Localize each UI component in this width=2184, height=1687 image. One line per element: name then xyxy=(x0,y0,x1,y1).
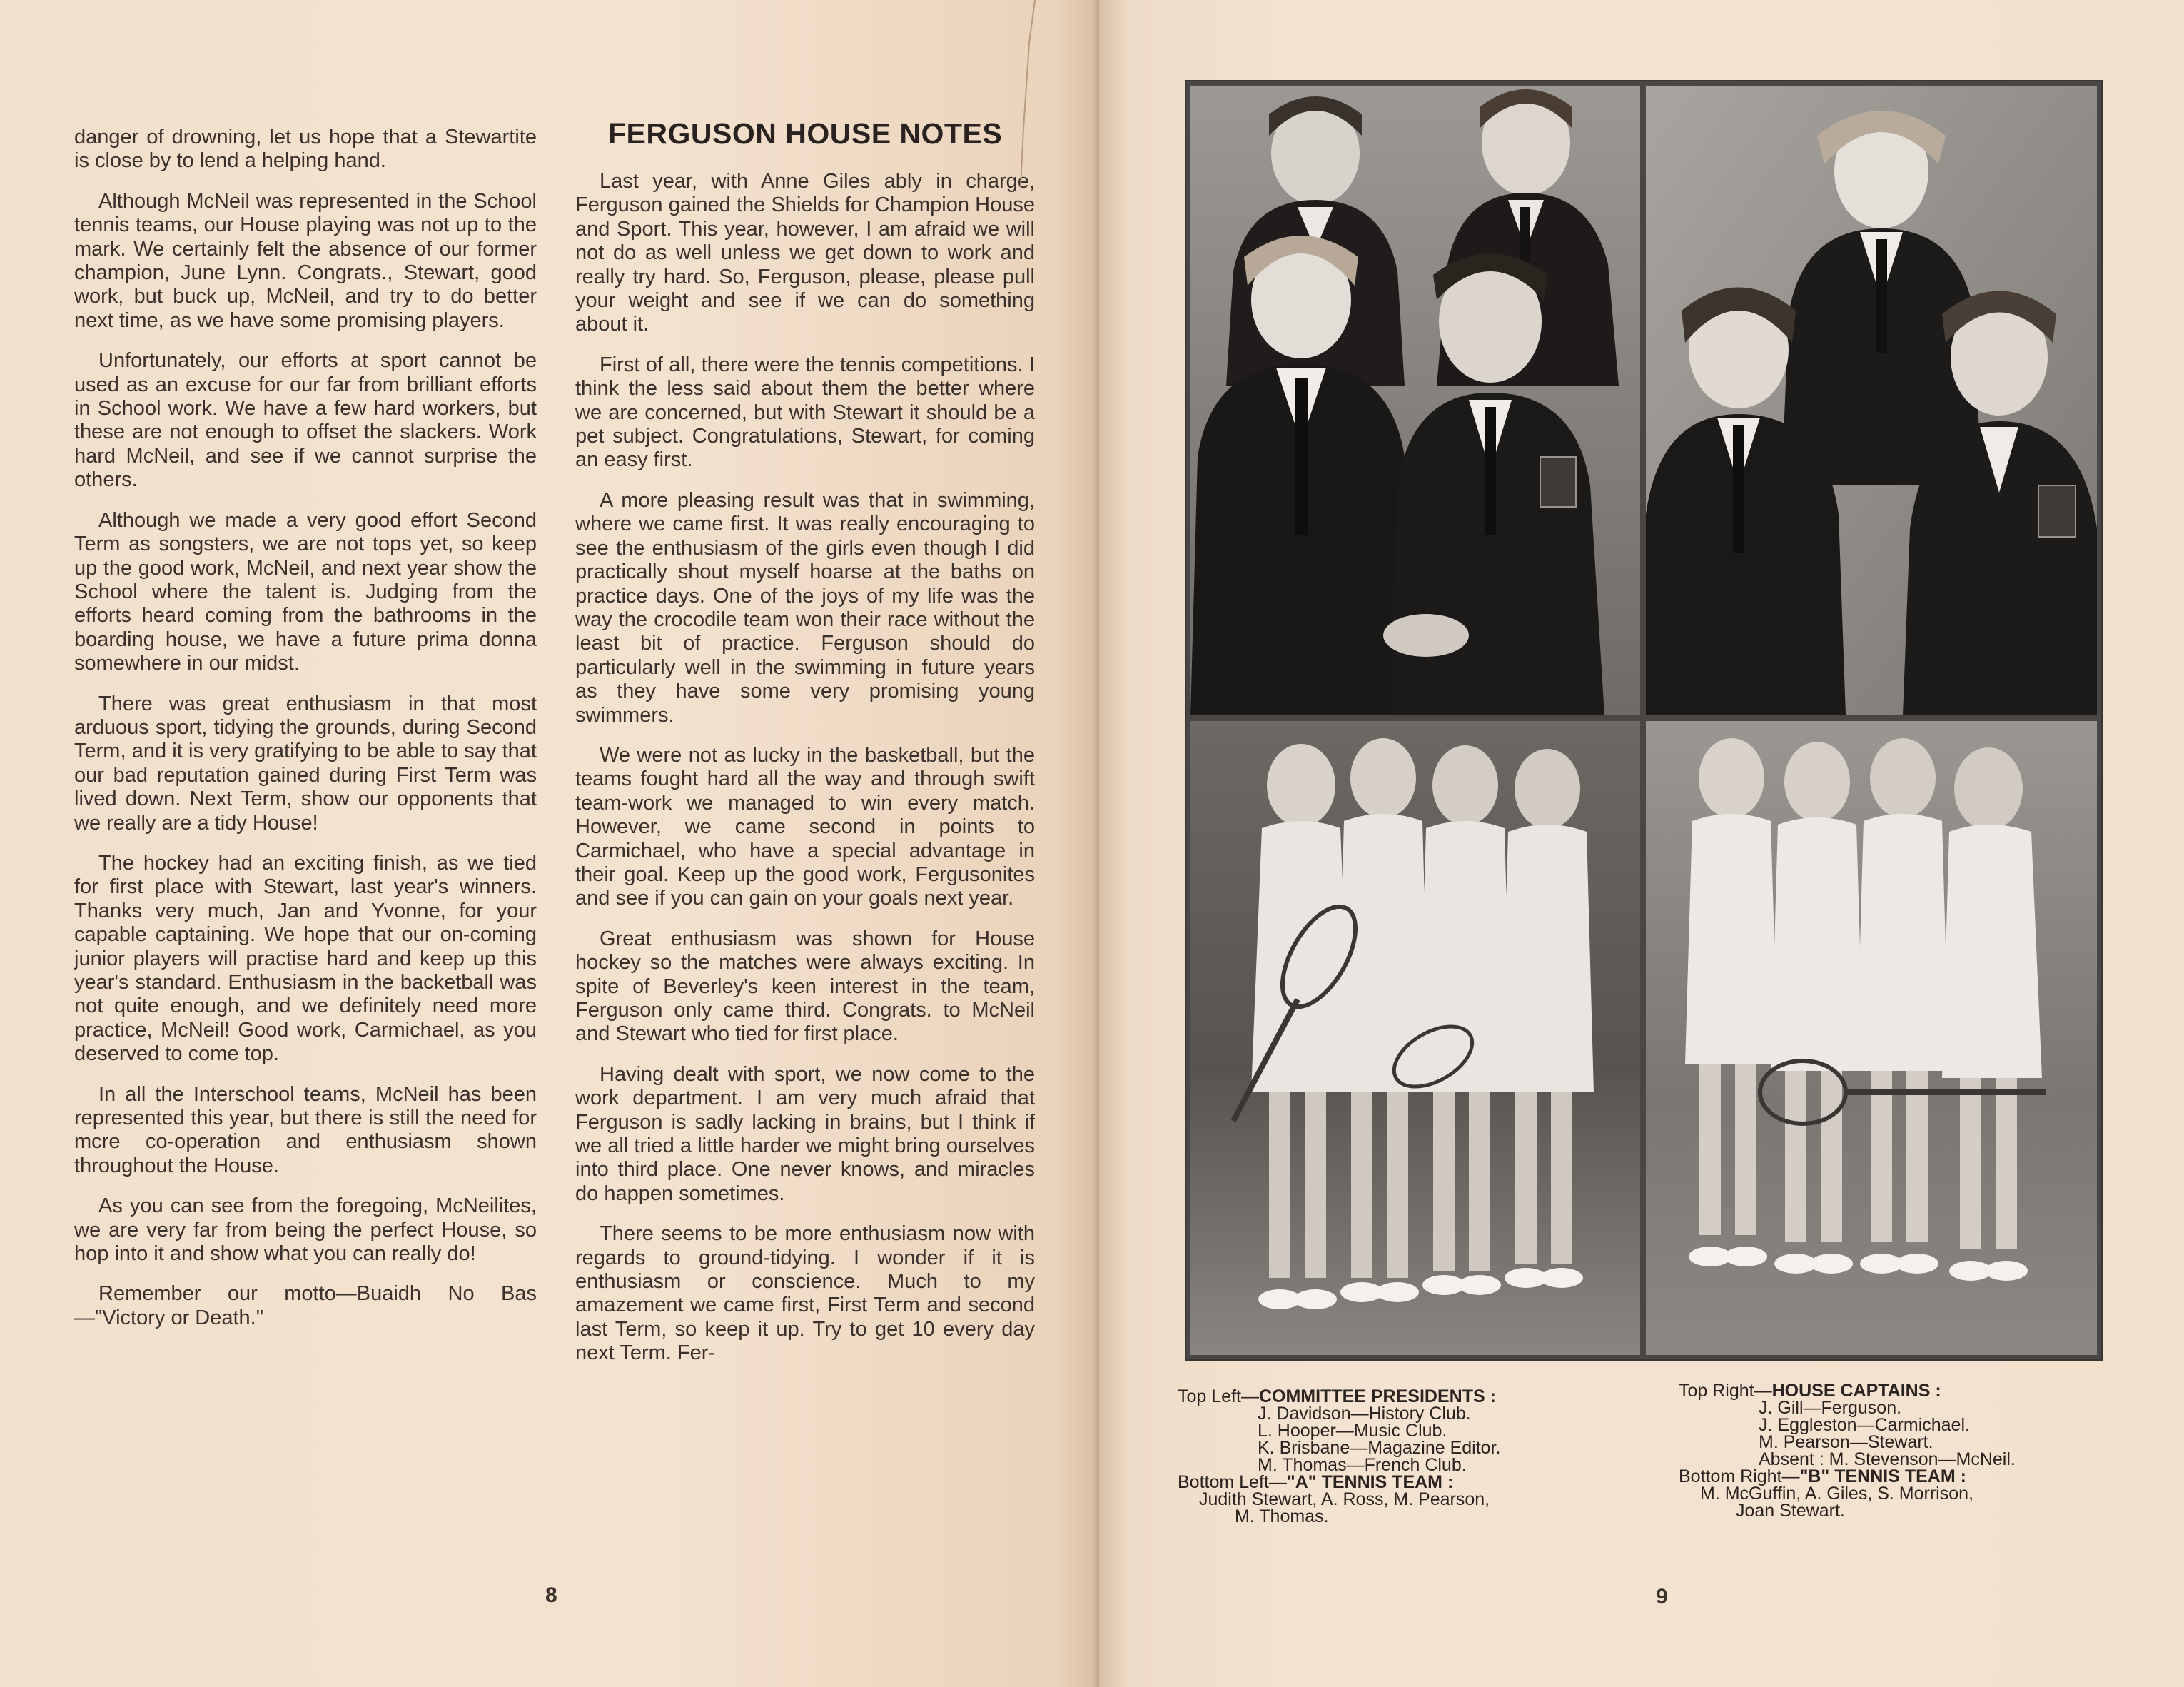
caption-line: J. Eggleston—Carmichael. xyxy=(1759,1415,1970,1435)
caption-lead: Top Right— xyxy=(1679,1381,1772,1401)
paragraph: There was great enthusiasm in that most arduous sport, tidying the grounds, during Second Term, and it is very gratifying to be able to say that our bad reputation gained during First Term was lived down. Next Term, show our opponents that we really are a tidy House! xyxy=(74,692,537,835)
caption-heading xyxy=(1178,1388,1620,1405)
paragraph: Although we made a very good effort Second Term as songsters, we are not tops yet, so keep up the good work, McNeil, and next year show the School where the talent is. Judging from the efforts heard coming from the bathrooms in the boarding house, we have a future prima donna somewhere in our midst. xyxy=(74,508,537,675)
caption-line: M. Thomas. xyxy=(1235,1506,1329,1526)
paragraph: First of all, there were the tennis competitions. I think the less said about them the better where we are concerned, but with Stewart it should be a pet subject. Congratulations, Stewart, for coming an easy first. xyxy=(575,353,1035,472)
photo-a-tennis-team xyxy=(1190,721,1640,1355)
caption-line: J. Gill—Ferguson. xyxy=(1759,1398,1902,1418)
caption-line: Absent : M. Stevenson—McNeil. xyxy=(1759,1449,2016,1469)
caption-line: J. Davidson—History Club. xyxy=(1258,1404,1471,1424)
left-page-column-1 xyxy=(74,126,537,1346)
captions-right xyxy=(1679,1382,2107,1519)
caption-lead: Bottom Left— xyxy=(1178,1472,1287,1492)
paragraph: A more pleasing result was that in swimming, where we came first. It was really encouraging to see the enthusiasm of the girls even though I did practically shout myself hoarse at the baths on practice days. One of the joys of my life was the way the crocodile team won their race without the least bit of practice. Ferguson should do particularly well in the swimming in future years as they have some very promising young swimmers. xyxy=(575,488,1035,727)
paragraph: In all the Interschool teams, McNeil has been represented this year, but there is still the need for mcre co-operation and enthusiasm shown throughout the House. xyxy=(74,1082,537,1177)
captions-left xyxy=(1178,1388,1620,1525)
page-number-left: 8 xyxy=(545,1583,557,1607)
paragraph: Remember our motto—Buaidh No Bas—"Victory or Death." xyxy=(74,1282,537,1329)
caption-heading xyxy=(1679,1382,2107,1399)
photo-grid xyxy=(1185,80,2103,1361)
paragraph: As you can see from the foregoing, McNeilites, we are very far from being the perfect House, so hop into it and show what you can really do! xyxy=(74,1194,537,1266)
paragraph: There seems to be more enthusiasm now with regards to ground-tidying. I wonder if it is enthusiasm or conscience. Much to my amazement we came first, First Term and second last Term, so keep it up. Try to get 10 every day next Term. Fer- xyxy=(575,1222,1035,1365)
left-page-column-2 xyxy=(575,170,1035,1382)
photo-house-captains xyxy=(1646,86,2097,715)
paragraph: We were not as lucky in the basketball, but the teams fought hard all the way and through swift team-work we managed to win every match. However, we came second in points to Carmichael, who have a special advantage in their goal. Keep up the good work, Fergusonites and see if you can gain on your goals next year. xyxy=(575,743,1035,910)
caption-line: Joan Stewart. xyxy=(1736,1501,1845,1521)
page-number-right: 9 xyxy=(1656,1585,1668,1608)
paper-crease xyxy=(1013,0,1042,200)
photo-b-tennis-team xyxy=(1646,721,2097,1355)
paragraph: Having dealt with sport, we now come to the work department. I am very much afraid that Ferguson is sadly lacking in brains, but I think if we all tried a little harder we might bring ourselves into third place. One never knows, and miracles do happen sometimes. xyxy=(575,1062,1035,1205)
caption-line: M. Thomas—French Club. xyxy=(1258,1455,1467,1475)
caption-title: COMMITTEE PRESIDENTS : xyxy=(1258,1386,1496,1406)
paragraph: The hockey had an exciting finish, as we tied for first place with Stewart, last year's winners. Thanks very much, Jan and Yvonne, for your capable captaining. We hope that our on-coming junior players will practise hard and keep up this year's standard. Enthusiasm in the backetball was not quite enough, and we definitely need more practice, McNeil! Good work, Carmichael, as you deserved to come top. xyxy=(74,851,537,1066)
caption-lead: Bottom Right— xyxy=(1679,1466,1800,1486)
caption-line: M. Pearson—Stewart. xyxy=(1759,1432,1933,1452)
paragraph: Great enthusiasm was shown for House hockey so the matches were always exciting. In spite of Beverley's keen interest in the team, Ferguson only came third. Congrats. to McNeil and Stewart who tied for first place. xyxy=(575,927,1035,1046)
caption-heading xyxy=(1679,1468,2107,1485)
paragraph: Unfortunately, our efforts at sport cannot be used as an excuse for our far from brilliant efforts in School work. We have a few hard workers, but these are not enough to offset the slackers. Work hard McNeil, and see if we cannot surprise the others. xyxy=(74,349,537,492)
caption-title: "B" TENNIS TEAM : xyxy=(1799,1466,1966,1486)
caption-line: K. Brisbane—Magazine Editor. xyxy=(1258,1438,1501,1458)
caption-heading xyxy=(1178,1474,1620,1491)
caption-line: M. McGuffin, A. Giles, S. Morrison, xyxy=(1700,1484,1973,1504)
article-heading: FERGUSON HOUSE NOTES xyxy=(608,117,1003,150)
caption-title: "A" TENNIS TEAM : xyxy=(1286,1472,1454,1492)
paragraph: Although McNeil was represented in the School tennis teams, our House playing was not up to the mark. We certainly felt the absence of our former champion, June Lynn. Congrats., Stewart, good work, but buck up, McNeil, and try to do better next time, as we have some promising players. xyxy=(74,189,537,332)
paragraph: Last year, with Anne Giles ably in charge, Ferguson gained the Shields for Champion House and Sport. This year, however, I am afraid we will not do as well unless we get down to work and really try hard. So, Ferguson, please, please pull your weight and see if we can do something about it. xyxy=(575,170,1035,336)
caption-lead: Top Left— xyxy=(1178,1386,1259,1406)
photo-committee-presidents xyxy=(1190,86,1640,715)
paragraph: danger of drowning, let us hope that a Stewartite is close by to lend a helping hand. xyxy=(74,126,537,173)
caption-line: L. Hooper—Music Club. xyxy=(1258,1421,1447,1441)
caption-title: HOUSE CAPTAINS : xyxy=(1771,1381,1941,1401)
caption-line: Judith Stewart, A. Ross, M. Pearson, xyxy=(1199,1489,1490,1509)
